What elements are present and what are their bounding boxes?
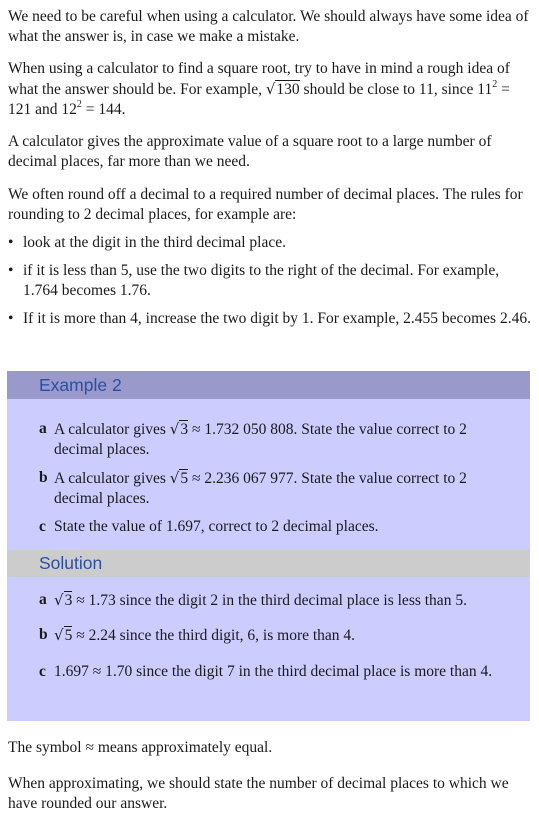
bullet-icon: • xyxy=(8,234,14,251)
radicand-130: 130 xyxy=(276,81,300,98)
radical-sign-icon: √ xyxy=(265,80,276,98)
intro-paragraph-3: A calculator gives the approximate value of a square root to a large number of decimal places, far more than we need. xyxy=(8,133,492,170)
question-label: c xyxy=(39,518,46,535)
p2-text-end: = 144. xyxy=(81,101,126,118)
question-text-before: A calculator gives xyxy=(54,421,170,438)
question-text-before: A calculator gives xyxy=(54,470,170,487)
question-a xyxy=(39,419,509,460)
intro-paragraph-4: We often round off a decimal to a required number of decimal places. The rules for rounding to 2 decimal places, for example are: xyxy=(8,186,523,223)
answer-b xyxy=(39,625,509,646)
bullet-icon: • xyxy=(8,262,14,279)
p2-text-mid: = 121 and 12 xyxy=(8,81,510,118)
answer-label: a xyxy=(39,591,47,608)
list-item xyxy=(8,309,534,329)
sqrt-130 xyxy=(266,81,300,98)
answer-label: b xyxy=(39,626,48,643)
outro-paragraph-1: The symbol ≈ means approximately equal. xyxy=(8,739,273,756)
solution-header xyxy=(7,550,530,577)
radical-sign-icon: √ xyxy=(169,469,180,487)
list-item-text: If it is more than 4, increase the two digit by 1. For example, 2.455 becomes 2.46. xyxy=(23,310,531,327)
list-item xyxy=(8,261,534,301)
example-header xyxy=(7,371,530,399)
question-text xyxy=(39,419,509,460)
exponent-2b: 2 xyxy=(76,98,82,110)
intro-paragraph-1: We need to be careful when using a calculator. We should always have some idea of what the answer is, in case we make a mistake. xyxy=(8,8,529,45)
answer-label: c xyxy=(39,663,46,680)
answer-text-after: ≈ 2.24 since the third digit, 6, is more than 4. xyxy=(72,627,356,644)
list-item xyxy=(8,233,534,253)
intro-paragraph-2 xyxy=(8,59,534,120)
answer-text-after: ≈ 1.73 since the digit 2 in the third decimal place is less than 5. xyxy=(72,592,467,609)
example-title: Example 2 xyxy=(39,375,122,395)
bullet-icon: • xyxy=(8,310,14,327)
radicand: 5 xyxy=(64,627,73,644)
outro-paragraph-2: When approximating, we should state the number of decimal places to which we have rounded our answer. xyxy=(8,775,509,812)
radical-sign-icon: √ xyxy=(54,626,64,644)
question-text: State the value of 1.697, correct to 2 decimal places. xyxy=(54,518,379,535)
radicand: 5 xyxy=(180,470,189,487)
answer-a xyxy=(39,590,509,611)
radical-sign-icon: √ xyxy=(169,420,180,438)
question-text-after: ≈ 2.236 067 977. State the value correct to 2 decimal places. xyxy=(54,470,467,507)
p2-text-after: should be close to 11, since 11 xyxy=(299,81,493,98)
list-item-text: if it is less than 5, use the two digits to the right of the decimal. For example, 1.764 becomes 1.76. xyxy=(23,262,500,299)
answer-text xyxy=(39,590,509,611)
exponent-2: 2 xyxy=(492,78,498,90)
sqrt-3 xyxy=(170,421,188,438)
question-c xyxy=(39,517,509,537)
p2-text-before: When using a calculator to find a square root, try to have in mind a rough idea of what the answer should be. For example, xyxy=(8,60,510,98)
example-box xyxy=(7,371,530,721)
list-item-text: look at the digit in the third decimal place. xyxy=(23,234,286,251)
question-text-after: ≈ 1.732 050 808. State the value correct to 2 decimal places. xyxy=(54,421,467,458)
question-label: a xyxy=(39,420,47,437)
question-text xyxy=(39,468,509,509)
answer-text: 1.697 ≈ 1.70 since the digit 7 in the third decimal place is more than 4. xyxy=(54,663,493,680)
question-b xyxy=(39,468,509,509)
rounding-rules-list xyxy=(8,233,534,329)
answer-text xyxy=(39,625,509,646)
question-label: b xyxy=(39,469,48,486)
radicand: 3 xyxy=(180,421,189,438)
solution-title: Solution xyxy=(39,553,103,573)
sqrt-3 xyxy=(54,592,72,609)
answer-c xyxy=(39,662,509,682)
sqrt-5 xyxy=(170,470,188,487)
radicand: 3 xyxy=(64,592,73,609)
radical-sign-icon: √ xyxy=(54,591,64,609)
sqrt-5 xyxy=(54,627,72,644)
